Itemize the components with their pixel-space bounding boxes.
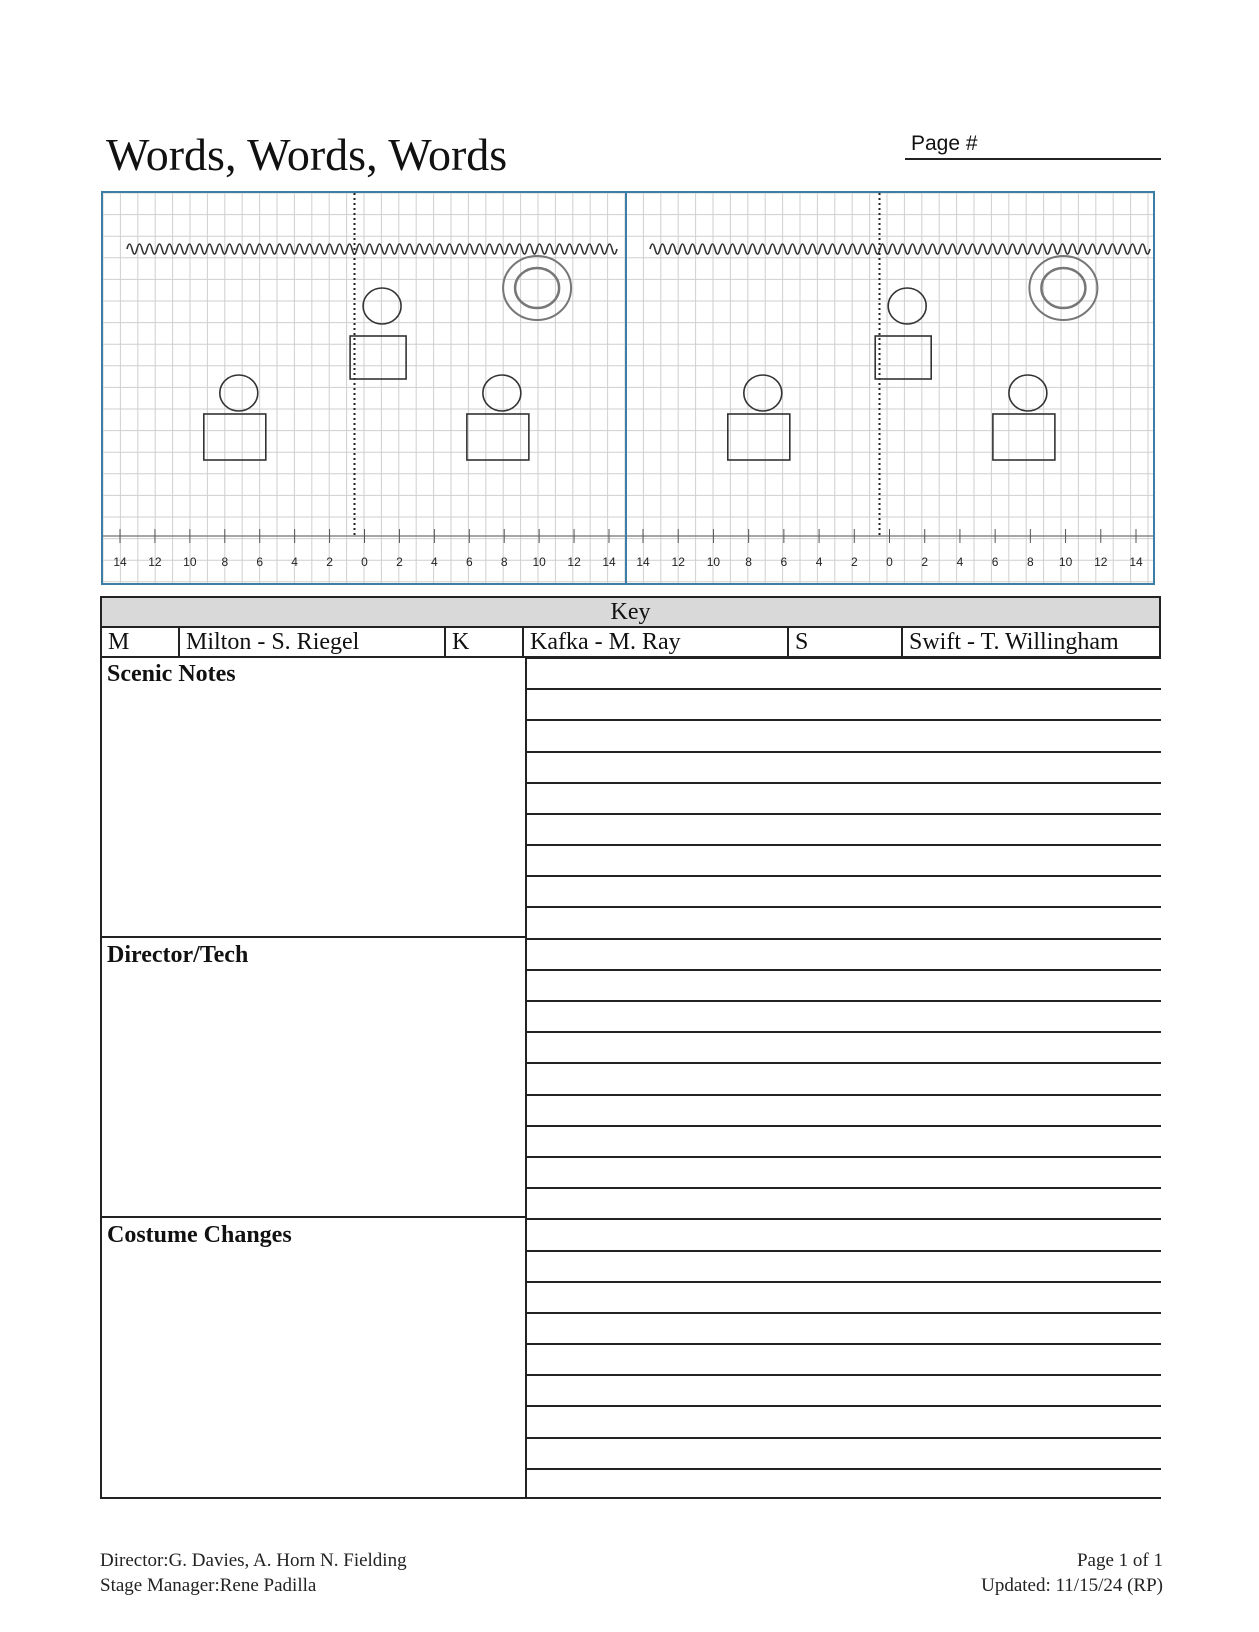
actor-box-icon xyxy=(467,414,529,460)
actor-circle-icon xyxy=(363,288,401,324)
key-table xyxy=(100,596,1161,658)
note-line[interactable] xyxy=(527,657,1161,659)
axis-tick-label: 12 xyxy=(1094,555,1108,569)
axis-tick-label: 2 xyxy=(326,555,333,569)
note-line[interactable] xyxy=(527,1125,1161,1127)
key-code-s: S xyxy=(788,627,902,657)
note-line[interactable] xyxy=(527,938,1161,940)
director-tech-label: Director/Tech xyxy=(107,942,249,968)
axis-tick-label: 14 xyxy=(602,555,616,569)
axis-tick-label: 14 xyxy=(113,555,127,569)
note-line[interactable] xyxy=(527,1374,1161,1376)
axis-tick-label: 8 xyxy=(745,555,752,569)
actor-circle-icon xyxy=(1009,375,1047,411)
note-line[interactable] xyxy=(527,1218,1161,1220)
actor-circle-icon xyxy=(220,375,258,411)
axis-tick-label: 6 xyxy=(256,555,264,569)
note-line[interactable] xyxy=(527,719,1161,721)
note-line[interactable] xyxy=(527,875,1161,877)
note-line[interactable] xyxy=(527,1250,1161,1252)
actor-circle-icon xyxy=(888,288,926,324)
axis-tick-label: 14 xyxy=(1129,555,1143,569)
scenic-notes-label: Scenic Notes xyxy=(107,661,236,687)
axis-tick-label: 4 xyxy=(815,555,823,569)
axis-tick-label: 0 xyxy=(886,555,893,569)
axis-tick-label: 2 xyxy=(396,555,403,569)
notes-area xyxy=(100,657,1161,1499)
note-line[interactable] xyxy=(527,1405,1161,1407)
note-line[interactable] xyxy=(527,1094,1161,1096)
axis-tick-label: 10 xyxy=(183,555,197,569)
axis-tick-label: 12 xyxy=(148,555,162,569)
key-name-kafka: Kafka - M. Ray xyxy=(523,627,788,657)
curtain-icon xyxy=(650,244,1150,254)
director-credit: Director:G. Davies, A. Horn N. Fielding xyxy=(100,1550,407,1571)
set-piece-inner-icon xyxy=(515,268,559,308)
stage-diagram xyxy=(101,191,1155,585)
costume-changes-section[interactable] xyxy=(102,1218,527,1499)
key-code-k: K xyxy=(445,627,523,657)
page-number-field[interactable]: Page # xyxy=(905,130,1161,160)
actor-box-icon xyxy=(728,414,790,460)
axis-tick-label: 6 xyxy=(780,555,788,569)
note-line[interactable] xyxy=(527,1156,1161,1158)
axis-tick-label: 10 xyxy=(1058,555,1073,569)
axis-tick-label: 4 xyxy=(291,555,298,569)
note-line[interactable] xyxy=(527,782,1161,784)
axis-tick-label: 4 xyxy=(956,555,964,569)
axis-tick-label: 12 xyxy=(671,555,685,569)
actor-box-icon xyxy=(993,414,1055,460)
actor-box-icon xyxy=(875,336,931,379)
actor-circle-icon xyxy=(744,375,782,411)
note-line[interactable] xyxy=(527,1281,1161,1283)
page-info: Page 1 of 1 xyxy=(1076,1550,1163,1571)
set-piece-icon xyxy=(503,256,571,320)
axis-tick-label: 8 xyxy=(1027,555,1034,569)
scenic-notes-section[interactable] xyxy=(102,657,527,938)
actor-box-icon xyxy=(350,336,406,379)
axis-tick-label: 4 xyxy=(431,555,438,569)
axis-tick-label: 12 xyxy=(567,555,581,569)
note-line[interactable] xyxy=(527,1031,1161,1033)
page-title: Words, Words, Words xyxy=(106,129,508,180)
axis-tick-label: 0 xyxy=(361,555,368,569)
updated-date: Updated: 11/15/24 (RP) xyxy=(981,1575,1163,1596)
actor-circle-icon xyxy=(483,375,521,411)
note-line[interactable] xyxy=(527,1062,1161,1064)
note-line[interactable] xyxy=(527,1437,1161,1439)
axis-tick-label: 2 xyxy=(850,555,858,569)
note-line[interactable] xyxy=(527,844,1161,846)
note-line[interactable] xyxy=(527,906,1161,908)
set-piece-icon xyxy=(1029,256,1097,320)
stage-blocking-svg xyxy=(103,193,1153,583)
stage-manager-credit: Stage Manager:Rene Padilla xyxy=(100,1575,317,1596)
key-code-m: M xyxy=(101,627,179,657)
note-line[interactable] xyxy=(527,1468,1161,1470)
key-name-swift: Swift - T. Willingham xyxy=(902,627,1160,657)
costume-changes-label: Costume Changes xyxy=(107,1222,292,1248)
curtain-icon xyxy=(127,244,617,254)
key-name-milton: Milton - S. Riegel xyxy=(179,627,445,657)
axis-tick-label: 2 xyxy=(921,555,929,569)
actor-box-icon xyxy=(204,414,266,460)
note-line[interactable] xyxy=(527,1343,1161,1345)
note-line[interactable] xyxy=(527,688,1161,690)
footer-right xyxy=(981,1548,1163,1598)
note-line[interactable] xyxy=(527,1000,1161,1002)
footer-left xyxy=(100,1548,407,1598)
axis-tick-label: 6 xyxy=(465,555,473,569)
axis-tick-label: 6 xyxy=(991,555,999,569)
note-line[interactable] xyxy=(527,813,1161,815)
axis-tick-label: 14 xyxy=(636,555,650,569)
note-line[interactable] xyxy=(527,969,1161,971)
axis-tick-label: 8 xyxy=(500,555,508,569)
director-tech-section[interactable] xyxy=(102,938,527,1218)
axis-tick-label: 8 xyxy=(221,555,229,569)
axis-tick-label: 10 xyxy=(532,555,546,569)
axis-tick-label: 10 xyxy=(706,555,721,569)
note-line[interactable] xyxy=(527,1187,1161,1189)
key-title: Key xyxy=(101,597,1160,627)
note-line[interactable] xyxy=(527,1312,1161,1314)
key-row xyxy=(101,627,1160,657)
note-line[interactable] xyxy=(527,751,1161,753)
